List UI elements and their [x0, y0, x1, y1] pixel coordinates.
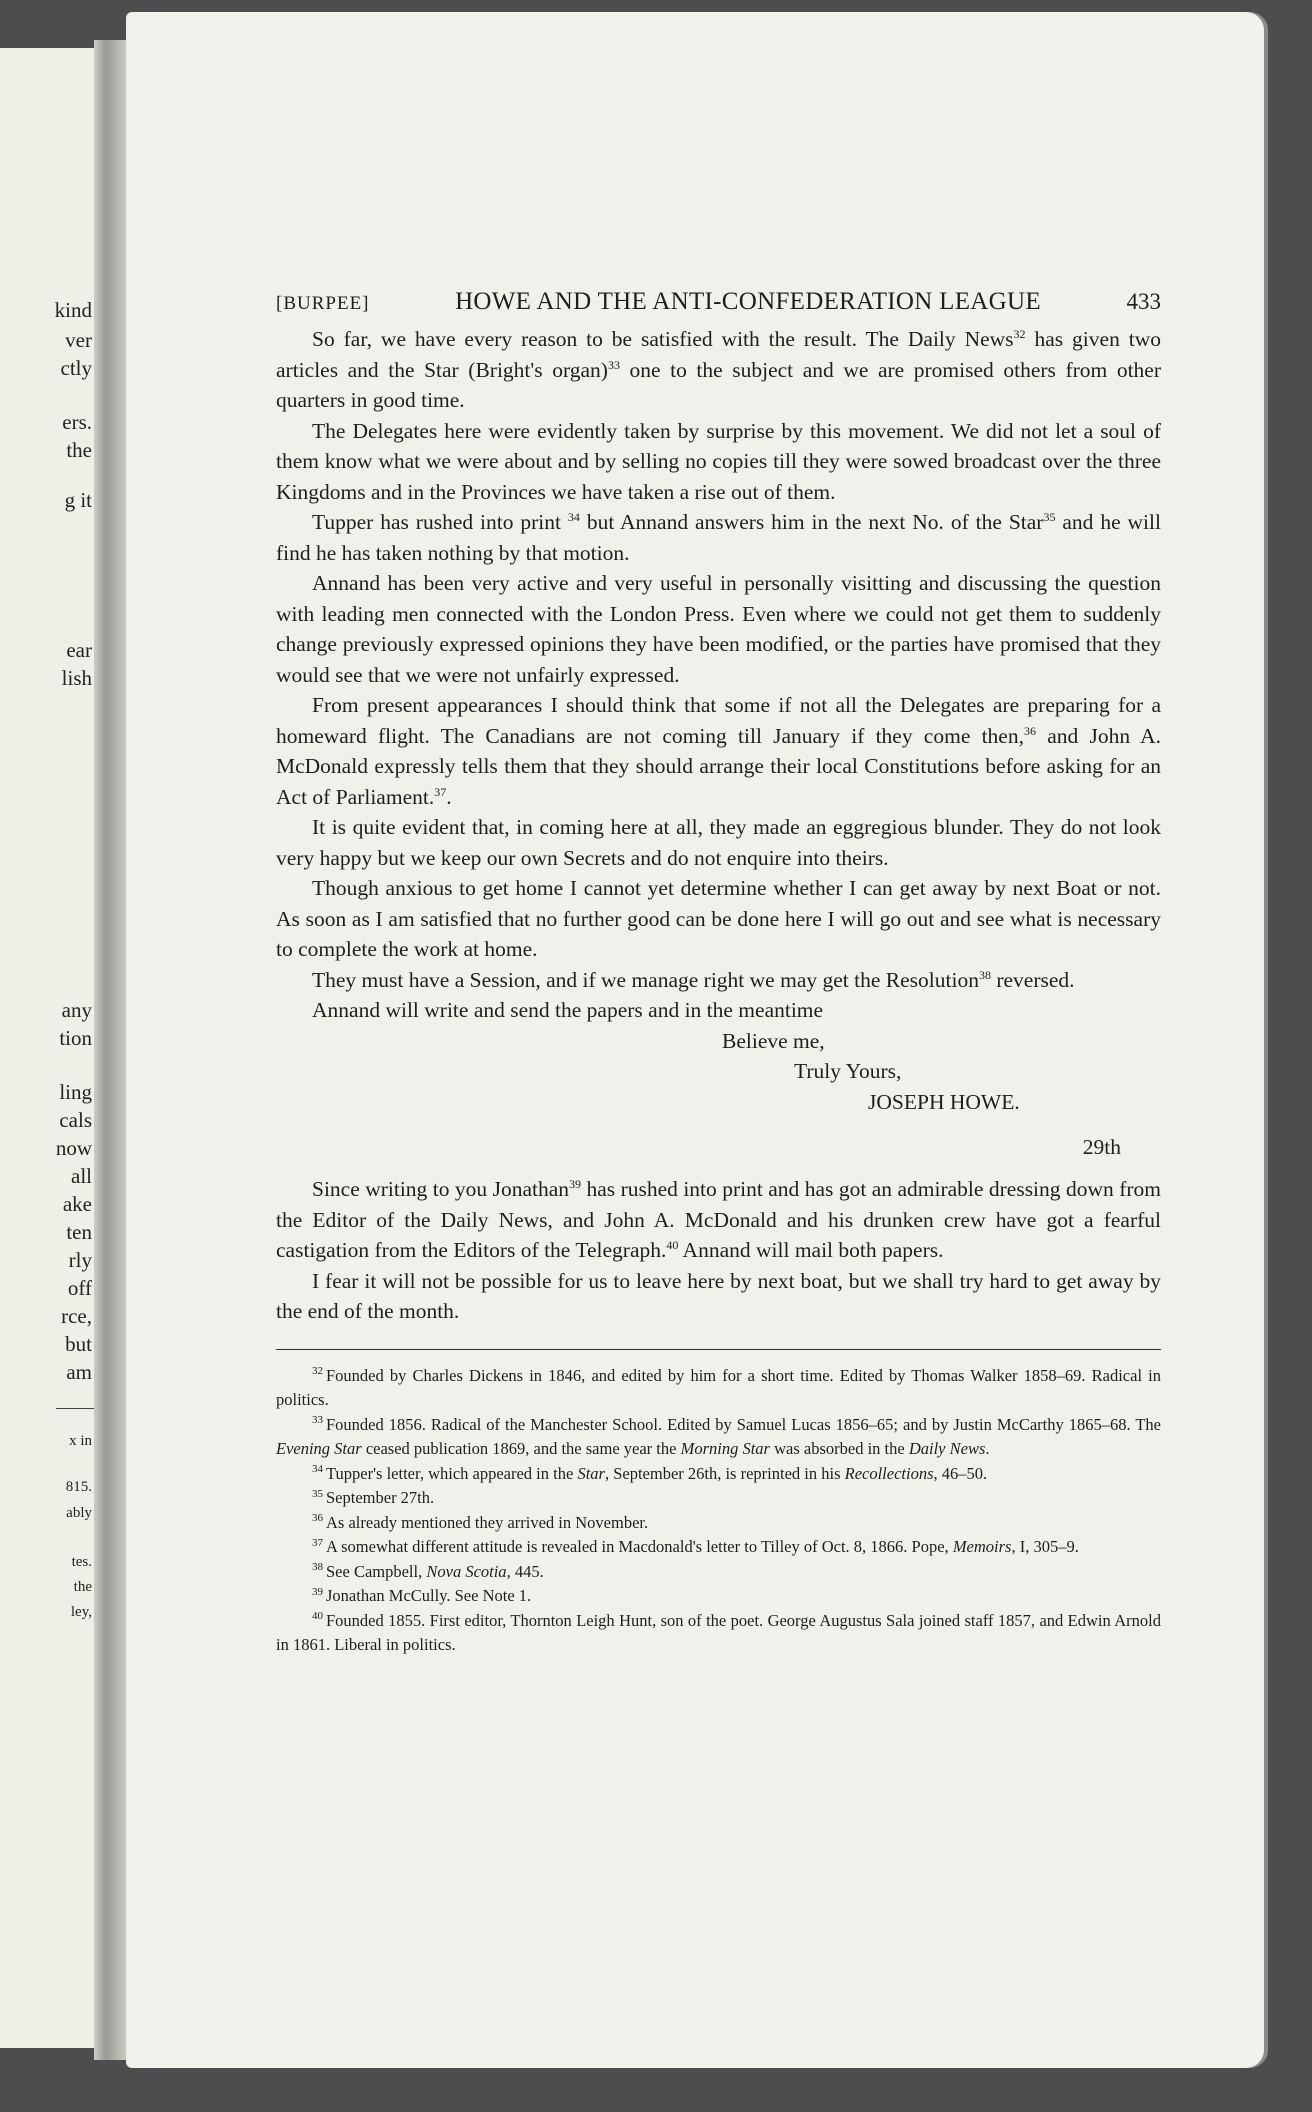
- paragraph-text: but Annand answers him in the next No. of the Star: [579, 510, 1044, 534]
- paragraph-text: .: [446, 784, 452, 809]
- paragraph-text: Tupper has rushed into print: [312, 510, 568, 534]
- footnote: [276, 1584, 1161, 1609]
- footnote-text: A somewhat different attitude is revealed in Macdonald's letter to Tilley of Oct. 8, 1866. Pope,: [326, 1537, 953, 1556]
- footnote-text: September 27th.: [326, 1488, 435, 1507]
- postscript-paragraph: [276, 1174, 1161, 1266]
- paragraph-text: one to the subject and we are promised others from other quarters in good time.: [276, 357, 1161, 412]
- footnote: [276, 1462, 1161, 1487]
- closing-truly-yours: Truly Yours,: [794, 1059, 902, 1083]
- left-page-text-fragment: ake: [62, 1192, 92, 1216]
- letter-paragraph: [276, 324, 1161, 416]
- footnote-italic: Memoirs: [952, 1537, 1012, 1556]
- footnote-text: Jonathan McCully. See Note 1.: [326, 1586, 532, 1605]
- letter-paragraph: [276, 690, 1161, 812]
- left-page-text-fragment: lish: [61, 666, 92, 690]
- paragraph-text: reversed.: [990, 967, 1075, 992]
- footnote-number: 35: [312, 1487, 323, 1500]
- left-page-text-fragment: tes.: [71, 1554, 92, 1570]
- left-page-text-fragment: kind: [54, 298, 92, 322]
- left-page-text-fragment: rce,: [61, 1304, 92, 1328]
- footnote-text: , 46–50.: [933, 1463, 988, 1483]
- paragraph-text: and he will find he has taken nothing by that motion.: [276, 510, 1161, 565]
- paragraph-text: and John A. McDonald expressly tells them that they should arrange their local Constitutions before asking for an Act of Parliament.: [276, 723, 1162, 809]
- footnote-italic: Star: [577, 1463, 605, 1483]
- footnote: [276, 1535, 1161, 1560]
- footnote-text: As already mentioned they arrived in November.: [326, 1512, 649, 1532]
- footnote-italic: Nova Scotia: [426, 1561, 507, 1581]
- footnote: [276, 1511, 1161, 1536]
- paragraph-text: has given two articles and the Star (Bright's organ): [276, 327, 1161, 382]
- left-page-text-fragment: g it: [64, 488, 92, 512]
- paragraph-text: Since writing to you Jonathan: [312, 1177, 570, 1201]
- footnote-number: 36: [312, 1512, 323, 1524]
- left-page-footnote-rule: [56, 1408, 96, 1409]
- left-page-text-fragment: x in: [69, 1433, 92, 1449]
- footnote: [276, 1413, 1161, 1462]
- footnote-ref: 34: [567, 509, 580, 524]
- footnote-ref: 33: [607, 357, 620, 372]
- left-page-edge: [0, 48, 96, 2048]
- left-page-text-fragment: the: [66, 438, 92, 462]
- postscript-body: [276, 1174, 1161, 1327]
- left-page-text-fragment: 815.: [65, 1479, 92, 1495]
- closing-line: Annand will write and send the papers and in the meantime: [312, 998, 824, 1022]
- left-page-text-fragment: tion: [59, 1026, 92, 1050]
- footnote-ref: 39: [569, 1176, 582, 1191]
- footnote: [276, 1560, 1161, 1585]
- footnote-number: 34: [312, 1463, 323, 1475]
- paragraph-text: They must have a Session, and if we manage right we may get the Resolution: [312, 967, 979, 992]
- footnote-italic: Evening Star: [276, 1439, 362, 1458]
- postscript-paragraph: [276, 1266, 1161, 1327]
- signature: JOSEPH HOWE.: [868, 1089, 1020, 1114]
- left-page-text-fragment: ten: [66, 1220, 92, 1244]
- footnote-text: Founded 1855. First editor, Thornton Leigh Hunt, son of the poet. George Augustus Sala joined staff 1857, and Edwin Arnold in 1861. Liberal in politics.: [276, 1610, 1161, 1654]
- footnote-ref: 37: [434, 784, 447, 799]
- footnote-text: ceased publication 1869, and the same year the: [361, 1439, 681, 1458]
- footnote-number: 32: [312, 1365, 323, 1377]
- footnote: [276, 1364, 1161, 1413]
- footnote-text: , September 26th, is reprinted in his: [604, 1463, 845, 1483]
- footnote-number: 33: [312, 1414, 323, 1426]
- footnote-text: Founded by Charles Dickens in 1846, and edited by him for a short time. Edited by Thomas Walker 1858–69. Radical in politics.: [276, 1365, 1161, 1409]
- paragraph-text: Though anxious to get home I cannot yet determine whether I can get away by next Boat or not. As soon as I am satisfied that no further good can be done here I will go out and see what is necessary to complete the work at home.: [276, 876, 1161, 961]
- left-page-text-fragment: but: [65, 1332, 92, 1356]
- footnote-number: 37: [312, 1536, 323, 1549]
- left-page-text-fragment: all: [71, 1164, 92, 1188]
- footnote: [276, 1486, 1161, 1511]
- closing-salutation: Believe me,: [722, 1028, 825, 1053]
- running-header: [276, 288, 1161, 316]
- footnote-ref: 38: [978, 967, 991, 982]
- page-content: [276, 288, 1161, 1658]
- footnote-italic: Recollections: [844, 1463, 934, 1483]
- footnote-italic: Morning Star: [680, 1439, 770, 1458]
- paragraph-text: So far, we have every reason to be satisfied with the result. The Daily News: [312, 327, 1014, 351]
- footnote-text: .: [985, 1439, 990, 1458]
- letter-paragraph: [276, 416, 1161, 508]
- footnote-number: 39: [312, 1585, 323, 1598]
- left-page-text-fragment: any: [61, 998, 92, 1022]
- running-header-author: [BURPEE]: [276, 293, 370, 314]
- left-page-text-fragment: rly: [68, 1248, 92, 1272]
- footnote: [276, 1609, 1161, 1658]
- paragraph-text: The Delegates here were evidently taken by surprise by this movement. We did not let a soul of them know what we were about and by selling no copies till they were sowed broadcast over the three Kingdoms and in the Provinces we have taken a rise out of them.: [276, 418, 1161, 504]
- footnote-ref: 32: [1013, 326, 1026, 341]
- letter-paragraph: [276, 812, 1161, 873]
- page-number: 433: [1126, 289, 1161, 314]
- postscript-date: 29th: [1082, 1135, 1121, 1159]
- left-page-text-fragment: ling: [59, 1080, 92, 1104]
- left-page-text-fragment: ctly: [60, 356, 92, 380]
- footnote-text: See Campbell,: [326, 1561, 427, 1581]
- paragraph-text: Annand will mail both papers.: [678, 1238, 944, 1262]
- left-page-text-fragment: ers.: [62, 410, 92, 434]
- paragraph-text: From present appearances I should think that some if not all the Delegates are preparing for a homeward flight. The Canadians are not coming till January if they come then,: [276, 693, 1161, 748]
- footnote-text: , 445.: [506, 1561, 544, 1581]
- footnote-ref: 40: [666, 1237, 679, 1252]
- letter-body: [276, 324, 1161, 995]
- footnote-number: 38: [312, 1561, 323, 1573]
- paragraph-text: has rushed into print and has got an admirable dressing down from the Editor of the Daily News, and John A. McDonald and his drunken crew have got a fearful castigation from the Editors of the Telegraph.: [276, 1177, 1161, 1262]
- footnotes: [276, 1364, 1161, 1658]
- footnote-text: was absorbed in the: [769, 1439, 909, 1458]
- left-page-text-fragment: ear: [66, 638, 92, 662]
- paragraph-text: It is quite evident that, in coming here at all, they made an eggregious blunder. They do not look very happy but we keep our own Secrets and do not enquire into theirs.: [276, 815, 1161, 870]
- footnote-ref: 36: [1023, 723, 1036, 738]
- left-page-text-fragment: ably: [66, 1505, 92, 1521]
- paragraph-text: I fear it will not be possible for us to leave here by next boat, but we shall try hard to get away by the end of the month.: [276, 1268, 1161, 1323]
- paragraph-text: Annand has been very active and very useful in personally visitting and discussing the question with leading men connected with the London Press. Even where we could not get them to suddenly change previously expressed opinions they have been modified, or the parties have promised that they would see that we were not unfairly expressed.: [276, 571, 1161, 687]
- letter-closing: [276, 995, 1161, 1117]
- running-header-title: HOWE AND THE ANTI-CONFEDERATION LEAGUE: [455, 288, 1041, 315]
- left-page-text-fragment: cals: [59, 1108, 92, 1132]
- footnote-number: 40: [312, 1610, 323, 1622]
- footnote-text: Founded 1856. Radical of the Manchester School. Edited by Samuel Lucas 1856–65; and by Justin McCarthy 1865–68. The: [326, 1414, 1161, 1434]
- letter-paragraph: [276, 568, 1161, 690]
- left-page-text-fragment: ver: [65, 328, 92, 352]
- letter-paragraph: [276, 965, 1161, 996]
- left-page-text-fragment: the: [73, 1579, 92, 1595]
- left-page-text-fragment: ley,: [70, 1604, 92, 1620]
- letter-paragraph: [276, 507, 1161, 568]
- footnote-text: Tupper's letter, which appeared in the: [326, 1463, 578, 1483]
- left-page-text-fragment: am: [66, 1360, 92, 1384]
- footnote-italic: Daily News: [908, 1439, 986, 1458]
- footnote-ref: 35: [1043, 509, 1056, 524]
- left-page-text-fragment: off: [67, 1276, 92, 1300]
- letter-paragraph: [276, 873, 1161, 965]
- book-page: [126, 12, 1264, 2068]
- footnote-rule: [276, 1349, 1161, 1350]
- footnote-text: , I, 305–9.: [1011, 1537, 1079, 1556]
- left-page-text-fragment: now: [55, 1136, 92, 1160]
